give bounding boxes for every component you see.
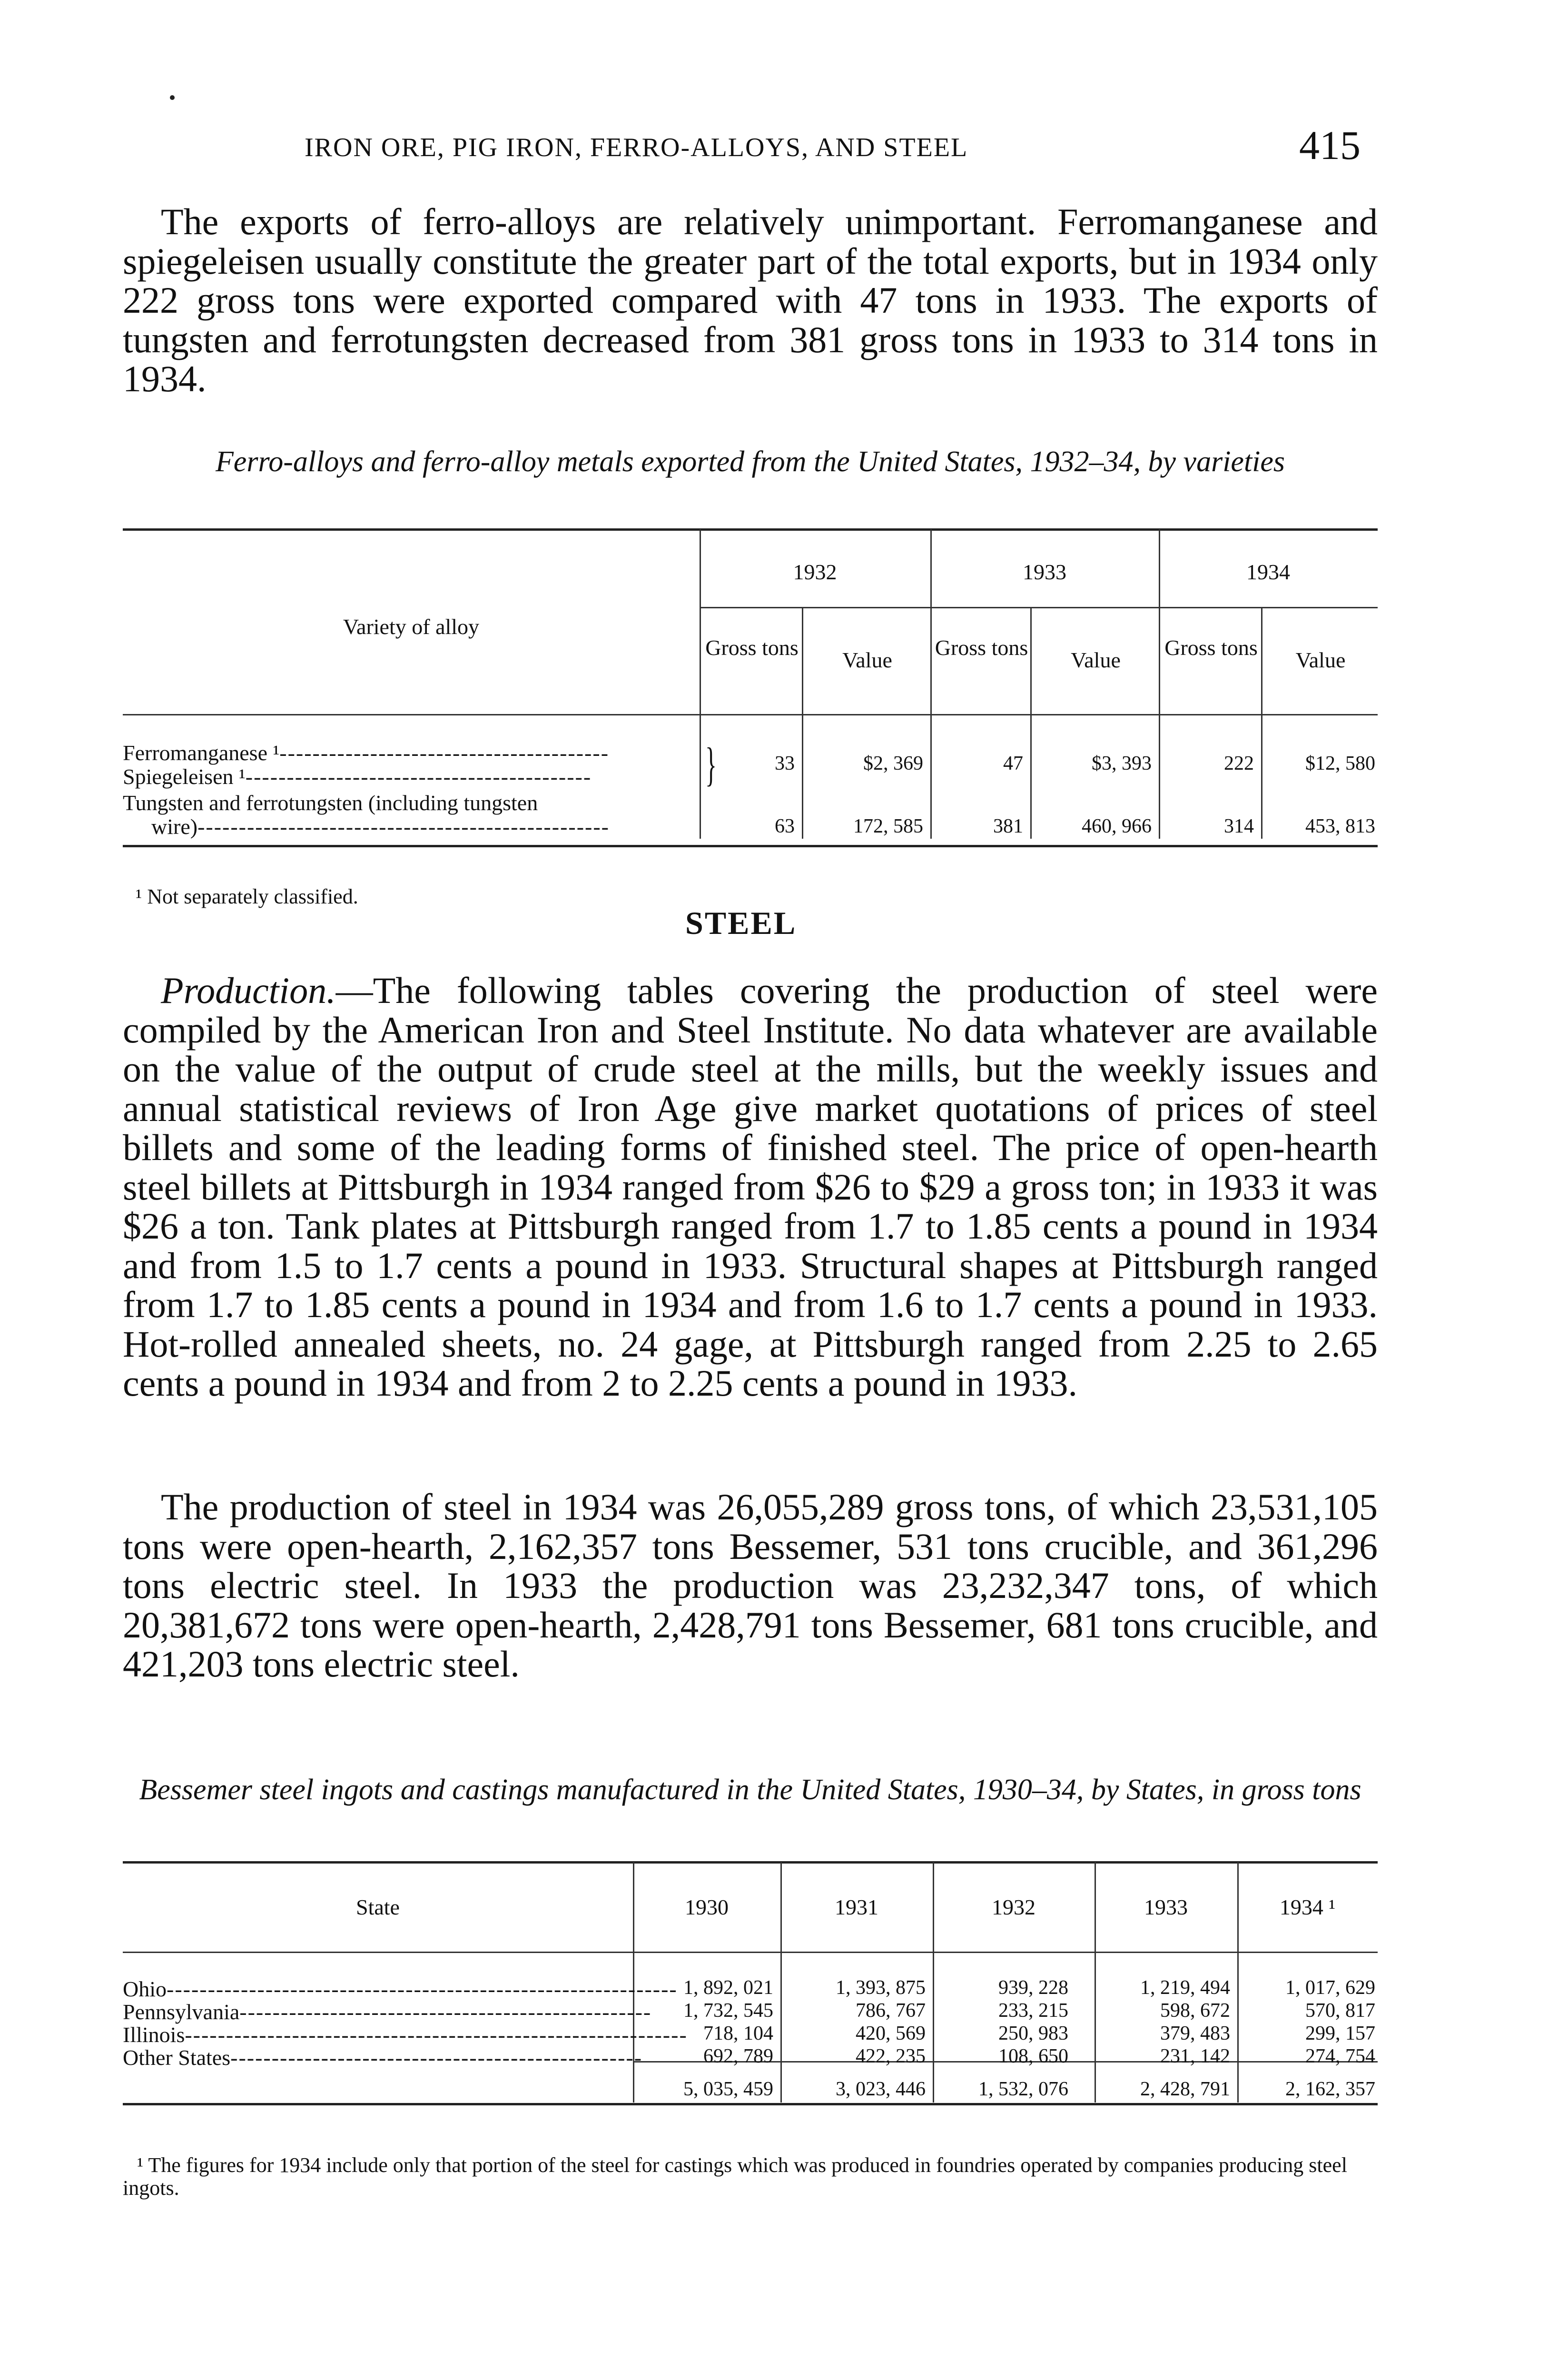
table2-other-1934: 274, 754 [1305,2045,1375,2067]
table2-penn-1931: 786, 767 [856,2000,926,2022]
table1-row1-v4: $3, 393 [1092,753,1152,774]
table1-year-1933: 1933 [1023,560,1066,584]
table2-year-1933: 1933 [1144,1895,1188,1919]
table1-footnote: ¹ Not separately classified. [136,885,358,908]
table2-penn-1933: 598, 672 [1160,2000,1230,2022]
table2-illinois-1933: 379, 483 [1160,2023,1230,2044]
table2-footnote: ¹ The figures for 1934 include only that portion of the steel for castings which was produced in foundries operated by companies producing steel ingots. [123,2153,1347,2200]
table2-row-other-label: Other States-------------------------------------------------- [123,2045,643,2070]
table2-other-1933: 231, 142 [1160,2045,1230,2067]
table1-row2-v6: 453, 813 [1305,815,1375,837]
table2-caption: Bessemer steel ingots and castings manufactured in the United States, 1930–34, by States, in gross tons [139,1774,1361,1806]
table2-row-ohio-label: Ohio-------------------------------------------------------------- [123,1977,678,2001]
table1-row1-v1: 33 [775,753,795,774]
table2-total-1933: 2, 428, 791 [1140,2078,1230,2100]
table2-penn-1932: 233, 215 [998,2000,1068,2022]
intro-paragraph: The exports of ferro-alloys are relatively unimportant. Ferromanganese and spiegeleisen usually constitute the greater part of the total exports, but in 1934 only 222 gross tons were exported compared with 47 tons in 1933. The exports of tungsten and ferrotungsten decreased from 381 gross tons in 1933 to 314 tons in 1934. [123,201,1378,399]
stray-mark [170,95,175,100]
table2-other-1932: 108, 650 [998,2045,1068,2067]
table2-illinois-1930: 718, 104 [703,2023,773,2044]
table2-total-1930: 5, 035, 459 [683,2078,773,2100]
table2-total-1931: 3, 023, 446 [836,2078,926,2100]
table2-year-1930: 1930 [685,1895,729,1919]
table2-year-1934: 1934 ¹ [1279,1895,1336,1919]
table2-penn-1930: 1, 732, 545 [683,2000,773,2022]
table2-illinois-1934: 299, 157 [1305,2023,1375,2044]
table2-row-header: State [356,1895,400,1919]
table1-year-1934: 1934 [1246,560,1290,584]
section-heading-steel: STEEL [685,905,797,941]
table1-value-1934: Value [1295,648,1346,672]
table1-gross-1934: Gross tons [1164,635,1258,660]
table1-row1-v5: 222 [1224,753,1254,774]
table2-other-1931: 422, 235 [856,2045,926,2067]
table2-total-1934: 2, 162, 357 [1285,2078,1375,2100]
table2-ohio-1933: 1, 219, 494 [1140,1977,1230,1999]
table2-ohio-1930: 1, 892, 021 [683,1977,773,1999]
table1-top-rule [123,528,1378,531]
table2-year-1932: 1932 [992,1895,1035,1919]
table2-penn-1934: 570, 817 [1305,2000,1375,2022]
table1-row2-label2: wire)-------------------------------------------------- [151,814,610,839]
table2-bottom-rule [123,2103,1378,2105]
production-paragraph-2: The production of steel in 1934 was 26,055,289 gross tons, of which 23,531,105 tons were open-hearth, 2,162,357 tons Bessemer, 531 tons crucible, and 361,296 tons electric steel. In 1933 the production was 23,232,347 tons, of which 20,381,672 tons were open-hearth, 2,428,791 tons Bessemer, 681 tons crucible, and 421,203 tons electric steel. [123,1486,1378,1685]
page-number: 415 [1299,122,1361,168]
table2-year-1931: 1931 [835,1895,878,1919]
table2-other-1930: 692, 789 [703,2045,773,2067]
table2-ohio-1931: 1, 393, 875 [836,1977,926,1999]
table2-ohio-1934: 1, 017, 629 [1285,1977,1375,1999]
production-label: Production. [161,970,336,1011]
table1-row1-v6: $12, 580 [1305,753,1375,774]
table1-gross-1932: Gross tons [705,635,799,660]
table1-row-header: Variety of alloy [343,615,480,639]
table2-illinois-1931: 420, 569 [856,2023,926,2044]
table2-ohio-1932: 939, 228 [998,1977,1068,1999]
table1-value-1932: Value [842,648,892,672]
table2-illinois-1932: 250, 983 [998,2023,1068,2044]
table1-value-1933: Value [1071,648,1121,672]
table1-row1-label2: Spiegeleisen ¹------------------------------------------ [123,764,592,789]
table1-row2-v1: 63 [775,815,795,837]
table1-row1-label1: Ferromanganese ¹---------------------------------------- [123,741,610,765]
table1-row2-v2: 172, 585 [853,815,923,837]
table1-row2-v4: 460, 966 [1082,815,1152,837]
table1-gross-1933: Gross tons [935,635,1028,660]
table1-brace: } [705,738,717,791]
table1-year-1932: 1932 [793,560,837,584]
table1-row2-v5: 314 [1224,815,1254,837]
table1-caption: Ferro-alloys and ferro-alloy metals exported from the United States, 1932–34, by varieties [215,446,1285,478]
table2-total-1932: 1, 532, 076 [978,2078,1068,2100]
table1-row1-v3: 47 [1003,753,1023,774]
production-paragraph: Production.—The following tables covering the production of steel were compiled by the American Iron and Steel Institute. No data whatever are available on the value of the output of crude steel at the mills, but the weekly issues and annual statistical reviews of Iron Age give market quotations of prices of steel billets and some of the leading forms of finished steel. The price of open-hearth steel billets at Pittsburgh in 1934 ranged from $26 to $29 a gross ton; in 1933 it was $26 a ton. Tank plates at Pittsburgh ranged from 1.7 to 1.85 cents a pound in 1934 and from 1.5 to 1.7 cents a pound in 1933. Structural shapes at Pittsburgh ranged from 1.7 to 1.85 cents a pound in 1934 and from 1.6 to 1.7 cents a pound in 1933. Hot-rolled annealed sheets, no. 24 gage, at Pittsburgh ranged from 2.25 to 2.65 cents a pound in 1934 and from 2 to 2.25 cents a pound in 1933. [123,970,1378,1404]
running-header-title: IRON ORE, PIG IRON, FERRO-ALLOYS, AND STEEL [305,133,968,162]
table2-top-rule [123,1861,1378,1864]
table1-bottom-rule [123,845,1378,847]
table1-row2-v3: 381 [993,815,1023,837]
table2-row-pennsylvania-label: Pennsylvania-------------------------------------------------- [123,2000,652,2024]
table2-row-illinois-label: Illinois------------------------------------------------------------- [123,2023,688,2047]
table1-row2-label1: Tungsten and ferrotungsten (including tungsten [123,791,538,815]
table1-row1-v2: $2, 369 [863,753,923,774]
